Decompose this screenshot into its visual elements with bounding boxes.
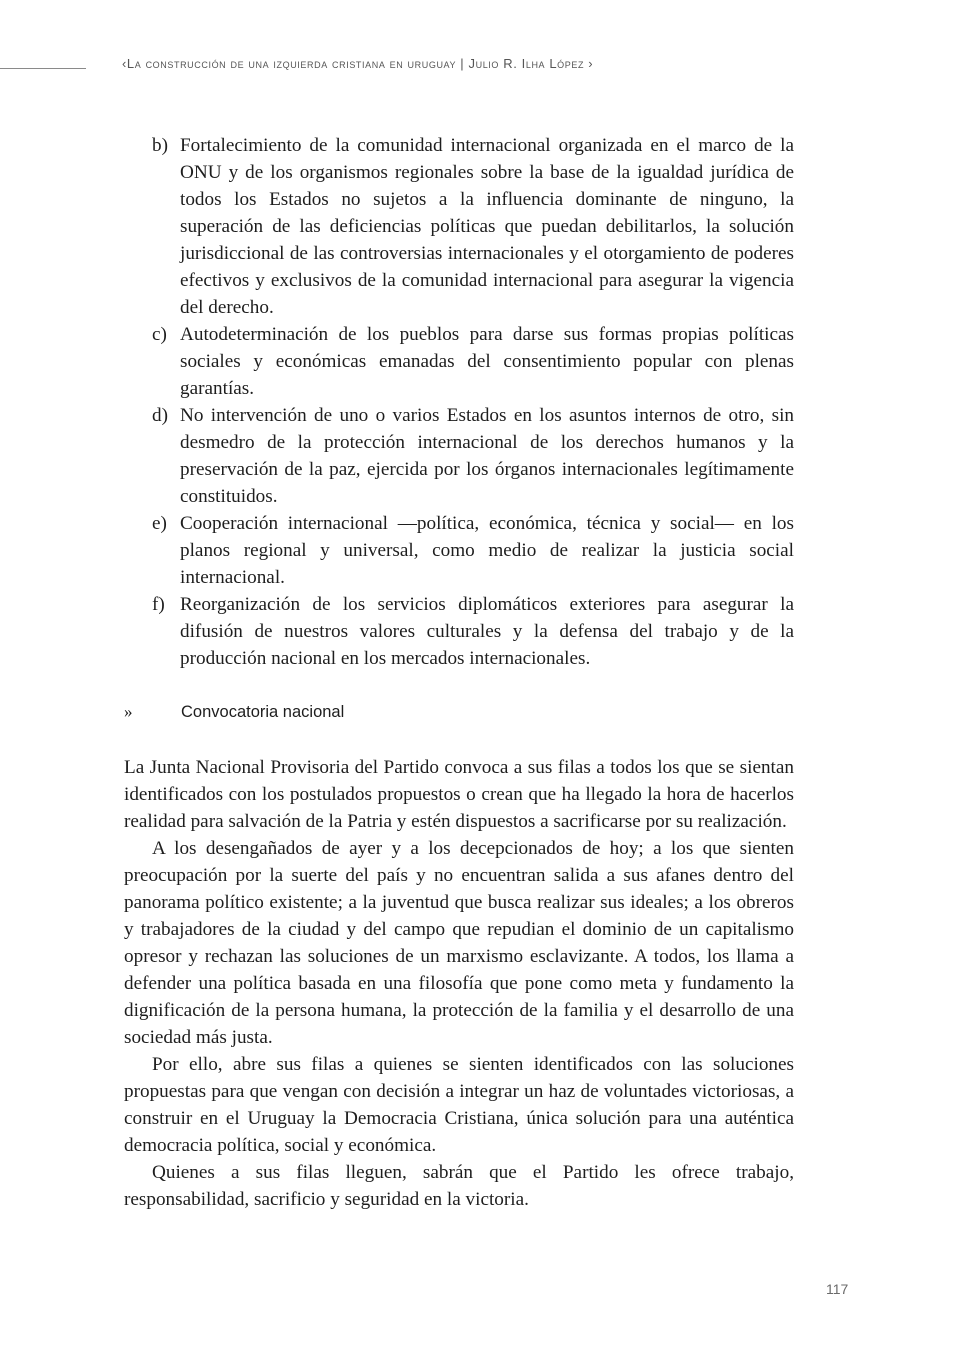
section-title: Convocatoria nacional — [181, 703, 345, 721]
header-rule — [0, 68, 86, 69]
paragraph: La Junta Nacional Provisoria del Partido convoca a sus filas a todos los que se sientan identificados con los postulados propuestos o crean que ha llegado la hora de hacerlos realidad para salvación de la Patria y estén dispuestos a sacrificarse por su realización. — [124, 757, 794, 832]
paragraph: Por ello, abre sus filas a quienes se sienten identificados con las soluciones propuestas para que vengan con decisión a integrar un haz de voluntades victoriosas, a construir en el Uruguay la Democracia Cristiana, única solución para una auténtica democracia política, social y económica. — [124, 1054, 794, 1156]
list-item-text: Reorganización de los servicios diplomáticos exteriores para asegurar la difusión de nuestros valores culturales y la defensa del trabajo y de la producción nacional en los mercados internacionales. — [180, 594, 794, 669]
paragraph: Quienes a sus filas lleguen, sabrán que el Partido les ofrece trabajo, responsabilidad, sacrificio y seguridad en la victoria. — [124, 1162, 794, 1210]
running-head: ‹La construcción de una izquierda cristiana en uruguay | Julio R. Ilha López › — [122, 56, 594, 71]
section-heading — [124, 702, 794, 722]
list-item-text: Cooperación internacional —política, económica, técnica y social— en los planos regional y universal, como medio de realizar la justicia social internacional. — [180, 513, 794, 588]
paragraph: A los desengañados de ayer y a los decepcionados de hoy; a los que sienten preocupación por la suerte del país y no encuentran salida a sus afanes dentro del panorama político existente; a la juventud que busca realizar sus ideales; a los obreros y trabajadores de la ciudad y del campo que repudian el dominio de un capitalismo opresor y rechazan las soluciones de un marxismo esclavizante. A todos, los llama a defender una política basada en una filosofía que pone como meta y fundamento la dignificación de la persona humana, la protección de la familia y el desarrollo de una sociedad más justa. — [124, 838, 794, 1048]
list-item-text: Fortalecimiento de la comunidad internacional organizada en el marco de la ONU y de los organismos regionales sobre la base de la igualdad jurídica de todos los Estados no sujetos a la influencia dominante de ninguno, la superación de las deficiencias políticas que puedan debilitarlos, la solución jurisdiccional de las controversias internacionales y el otorgamiento de poderes efectivos y exclusivos de la comunidad internacional para asegurar la vigencia del derecho. — [180, 135, 794, 318]
list-item-f — [152, 591, 794, 672]
list-marker: c) — [152, 324, 167, 345]
list-item-c — [152, 321, 794, 402]
page-number: 117 — [826, 1281, 849, 1297]
list-item-b — [152, 132, 794, 321]
body-text — [124, 754, 794, 1213]
list-item-text: No intervención de uno o varios Estados en los asuntos internos de otro, sin desmedro de la protección internacional de los derechos humanos y la preservación de la paz, ejercida por los órganos internacionales legítimamente constituidos. — [180, 405, 794, 507]
enumerated-list — [152, 132, 794, 672]
section-marker: » — [124, 702, 133, 721]
list-item-e — [152, 510, 794, 591]
list-marker: e) — [152, 513, 167, 534]
list-item-d — [152, 402, 794, 510]
list-item-text: Autodeterminación de los pueblos para darse sus formas propias políticas sociales y económicas emanadas del consentimiento popular con plenas garantías. — [180, 324, 794, 399]
list-marker: b) — [152, 135, 168, 156]
list-marker: f) — [152, 594, 165, 615]
list-marker: d) — [152, 405, 168, 426]
